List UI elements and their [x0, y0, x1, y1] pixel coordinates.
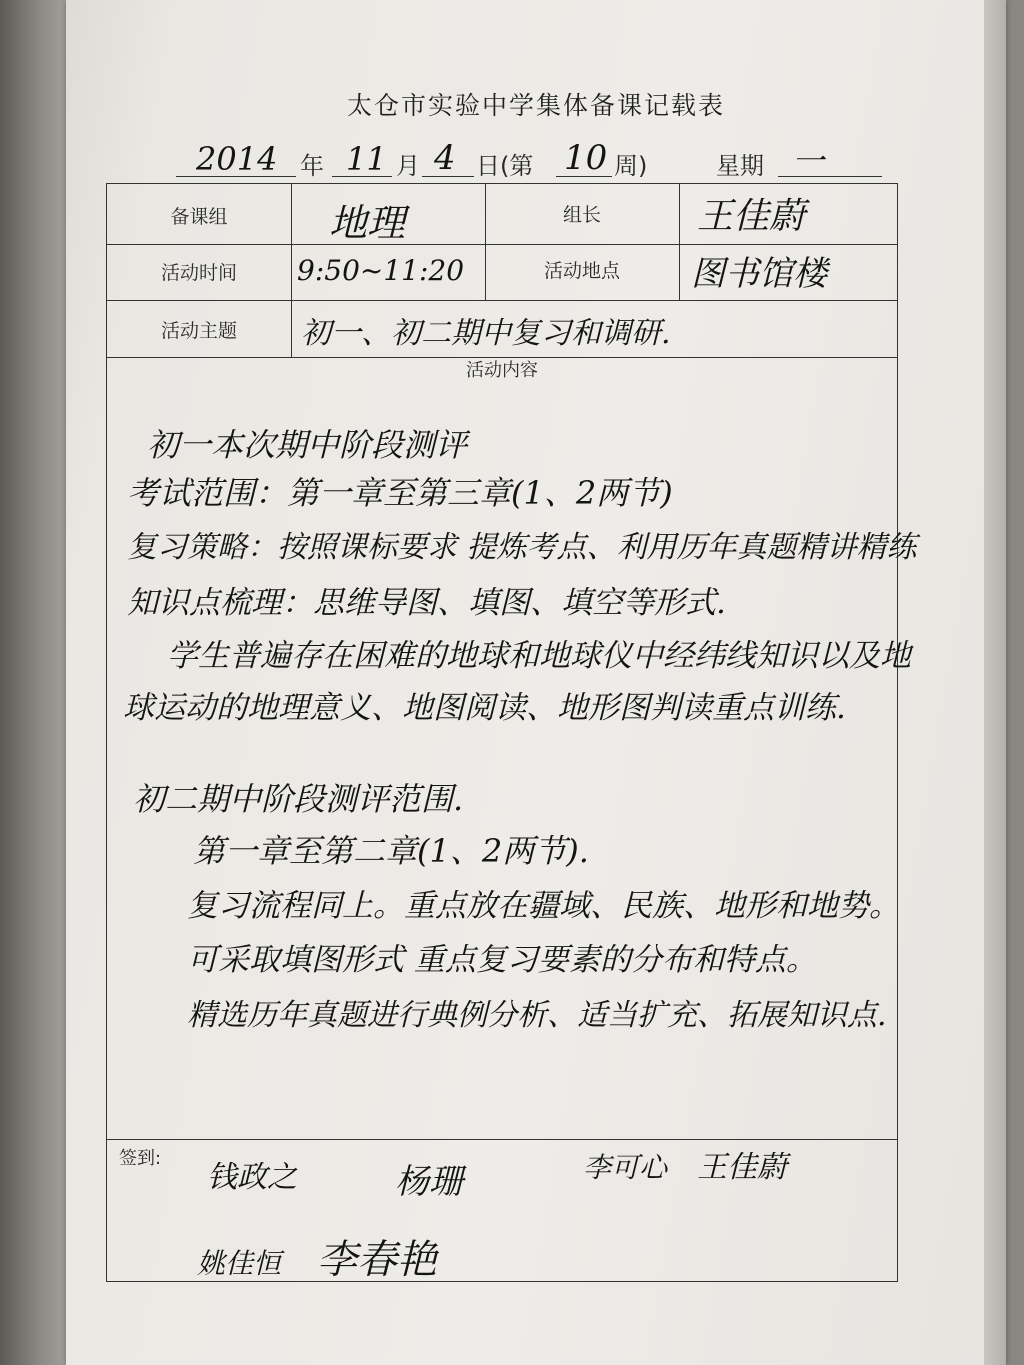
theme-label: 活动主题: [160, 320, 237, 342]
leader-value: 王佳蔚: [697, 196, 806, 237]
form-page: [66, 0, 1006, 1365]
week-underline: [556, 176, 612, 177]
month-underline: [332, 176, 392, 177]
row-divider-1: [107, 244, 897, 245]
time-label: 活动时间: [160, 262, 237, 284]
content-line-4: 知识点梳理：思维导图、填图、填空等形式.: [127, 585, 726, 621]
weekday-label: 星期: [716, 152, 764, 180]
day-value: 4: [434, 138, 456, 178]
content-line-1: 初一本次期中阶段测评: [147, 426, 468, 464]
year-underline: [176, 176, 296, 177]
signin-label: 签到:: [119, 1148, 162, 1169]
weekday-underline: [778, 176, 882, 177]
col-divider-1: [291, 184, 292, 357]
group-label: 备课组: [170, 206, 228, 228]
content-label: 活动内容: [466, 360, 538, 381]
lesson-prep-table: [106, 183, 917, 1283]
content-line-7: 初二期中阶段测评范围.: [133, 780, 464, 818]
content-line-3: 复习策略：按照课标要求 提炼考点、利用历年真题精讲精练: [127, 530, 917, 565]
year-value: 2014: [196, 140, 278, 178]
signature-2: 杨珊: [395, 1162, 463, 1202]
content-line-8: 第一章至第二章(1、2两节).: [193, 832, 589, 870]
place-value: 图书馆楼: [691, 254, 827, 294]
year-label: 年: [300, 152, 324, 180]
group-value: 地理: [329, 201, 406, 245]
form-title: 太仓市实验中学集体备课记载表: [346, 91, 725, 120]
signature-3: 李可心: [583, 1151, 668, 1184]
theme-value: 初一、初二期中复习和调研.: [301, 316, 671, 351]
signature-1: 钱政之: [207, 1160, 297, 1195]
content-line-5: 学生普遍存在困难的地球和地球仪中经纬线知识以及地: [167, 638, 911, 674]
day-underline: [422, 176, 474, 177]
col-divider-3: [679, 184, 680, 300]
leader-label: 组长: [562, 204, 601, 226]
content-line-10: 可采取填图形式 重点复习要素的分布和特点。: [187, 942, 817, 978]
adjacent-page-edge: [984, 0, 1006, 1365]
row-divider-2: [107, 300, 897, 301]
signature-4: 王佳蔚: [697, 1150, 787, 1185]
day-label: 日(第: [476, 152, 534, 180]
month-value: 11: [346, 140, 387, 178]
content-line-6: 球运动的地理意义、地图阅读、地形图判读重点训练.: [123, 690, 846, 726]
week-value: 10: [564, 138, 608, 178]
row-divider-signatures: [107, 1139, 897, 1140]
signature-5: 姚佳恒: [197, 1247, 282, 1280]
content-line-11: 精选历年真题进行典例分析、适当扩充、拓展知识点.: [187, 998, 887, 1033]
place-label: 活动地点: [543, 260, 620, 282]
time-value: 9:50~11:20: [297, 254, 465, 287]
content-line-2: 考试范围：第一章至第三章(1、2两节): [127, 474, 673, 512]
weekday-value: 一: [792, 142, 825, 180]
month-label: 月: [396, 152, 420, 180]
week-label: 周): [614, 152, 648, 180]
signature-6: 李春艳: [317, 1237, 437, 1283]
notebook-binding: [0, 0, 72, 1365]
content-line-9: 复习流程同上。重点放在疆域、民族、地形和地势。: [187, 888, 900, 924]
